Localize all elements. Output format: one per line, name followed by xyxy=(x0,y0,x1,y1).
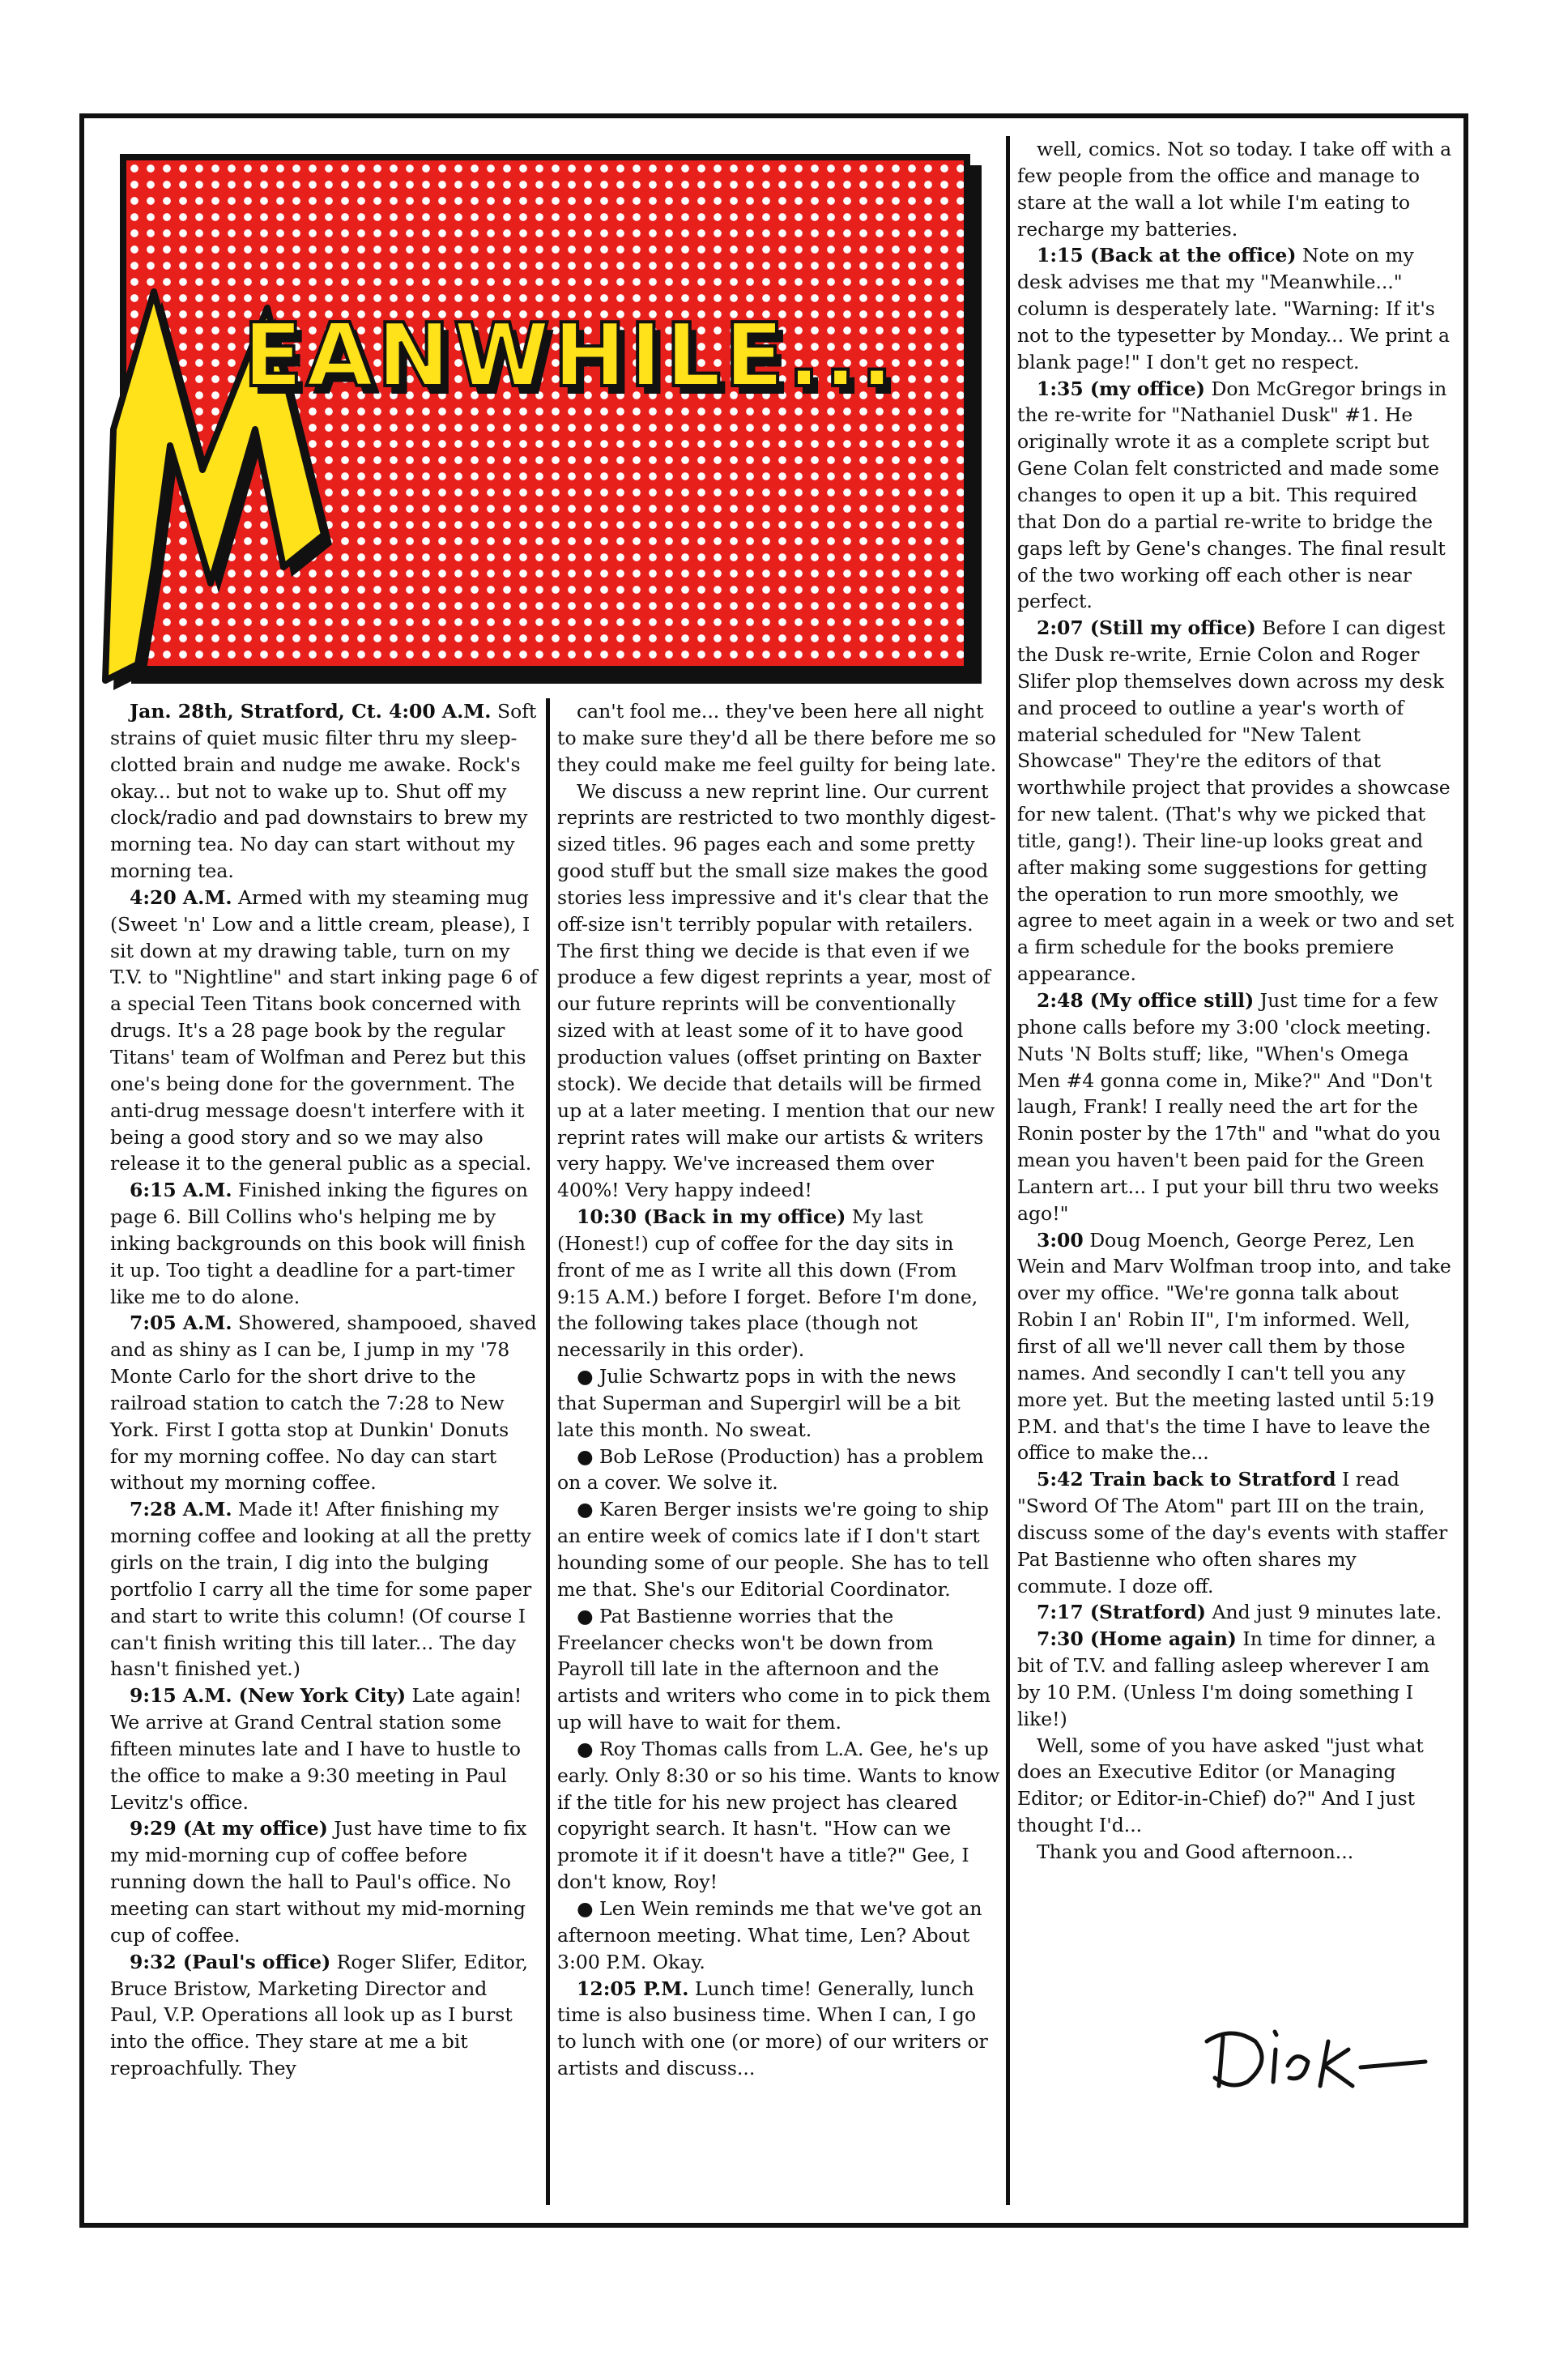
time-heading: 10:30 (Back in my office) xyxy=(577,1205,846,1229)
paragraph xyxy=(110,885,539,1177)
time-heading: 9:32 (Paul's office) xyxy=(130,1950,331,1973)
time-heading: Jan. 28th, Stratford, Ct. 4:00 A.M. xyxy=(130,700,492,723)
paragraph-text: Just time for a few phone calls before my 3:00 'clock meeting. Nuts 'N Bolts stuff; like, "When's Omega Men #4 gonna come in, Mike?" And "Don't laugh, Frank! I really need the art for the Ronin poster by the 17th" and "what do you mean you haven't been paid for the Green Lantern art... I put your bill thru two weeks ago!" xyxy=(1017,989,1441,1225)
paragraph xyxy=(1017,242,1455,375)
paragraph xyxy=(1017,1733,1455,1839)
time-heading: 2:48 (My office still) xyxy=(1037,989,1255,1012)
column-2 xyxy=(557,698,1001,2082)
time-heading: 7:28 A.M. xyxy=(130,1498,232,1521)
paragraph xyxy=(110,1496,539,1683)
paragraph-text: Note on my desk advises me that my "Meanwhile..." column is desperately late. "Warning: If it's not to the typesetter by Monday... We print a blank page!" I don't get no respect. xyxy=(1017,244,1451,373)
time-heading: 9:29 (At my office) xyxy=(130,1817,328,1840)
time-heading: 7:05 A.M. xyxy=(130,1312,232,1335)
paragraph xyxy=(1017,1626,1455,1732)
time-heading: 6:15 A.M. xyxy=(130,1179,232,1202)
paragraph xyxy=(110,698,539,885)
paragraph xyxy=(1017,1599,1455,1626)
paragraph-text: Late again! We arrive at Grand Central station some fifteen minutes late and I have to hustle to the office to make a 9:30 meeting in Paul Levitz's office. xyxy=(110,1684,522,1814)
paragraph xyxy=(110,1177,539,1310)
paragraph-text: And just 9 minutes late. xyxy=(1206,1601,1442,1624)
column-divider-2 xyxy=(1006,136,1010,2205)
paragraph xyxy=(1017,376,1455,616)
paragraph-text: My last (Honest!) cup of coffee for the day sits in front of me as I write all this down (From 9:15 A.M.) before I forget. Before I'm done, the following takes place (though not necessarily in this order). xyxy=(557,1205,978,1362)
paragraph-text: well, comics. Not so today. I take off with a few people from the office and manage to stare at the wall a lot while I'm eating to recharge my batteries. xyxy=(1017,138,1452,241)
time-heading: 4:20 A.M. xyxy=(130,885,232,909)
paragraph-text: ● Bob LeRose (Production) has a problem on a cover. We solve it. xyxy=(557,1444,984,1495)
paragraph-text: We discuss a new reprint line. Our current reprints are restricted to two monthly digest-sized titles. 96 pages each and some pretty good stuff but the small size makes the good stories less impressive and it's clear that the off-size isn't terribly popular with retailers. The first thing we decide is that even if we produce a few digest reprints a year, most of our future reprints will be conventionally sized with at least some of it to have good production values (offset printing on Baxter stock). We decide that details will be firmed up at a later meeting. I mention that our new reprint rates will make our artists & writers very happy. We've increased them over 400%! Very happy indeed! xyxy=(557,779,996,1202)
time-heading: 3:00 xyxy=(1037,1228,1084,1252)
paragraph xyxy=(1017,1839,1455,1866)
paragraph xyxy=(557,1204,1001,1363)
paragraph-text: Made it! After finishing my morning coffee and looking at all the pretty girls on the train, I dig into the bulging portfolio I carry all the time for some paper and start to write this column! (Of course I can't finish writing this till later... The day hasn't finished yet.) xyxy=(110,1498,532,1681)
paragraph xyxy=(110,1815,539,1948)
paragraph xyxy=(1017,615,1455,987)
time-heading: 7:17 (Stratford) xyxy=(1037,1601,1207,1624)
time-heading: 1:15 (Back at the office) xyxy=(1037,244,1297,267)
paragraph xyxy=(557,1496,1001,1602)
time-heading: 9:15 A.M. (New York City) xyxy=(130,1684,407,1708)
paragraph xyxy=(557,1896,1001,1976)
paragraph-text: Finished inking the figures on page 6. Bill Collins who's helping me by inking backgrounds on this book will finish it up. Too tight a deadline for a part-timer like me to do alone. xyxy=(110,1179,528,1308)
paragraph xyxy=(1017,1466,1455,1599)
paragraph-text: I read "Sword Of The Atom" part III on the train, discuss some of the day's events with staffer Pat Bastienne who often shares my commute. I doze off. xyxy=(1017,1468,1448,1597)
paragraph xyxy=(557,1603,1001,1736)
paragraph-text: Thank you and Good afternoon... xyxy=(1037,1840,1354,1863)
paragraph-text: ● Len Wein reminds me that we've got an afternoon meeting. What time, Len? About 3:00 P.M. Okay. xyxy=(557,1896,982,1973)
paragraph xyxy=(557,1976,1001,2082)
paragraph xyxy=(1017,1227,1455,1467)
paragraph-text: Don McGregor brings in the re-write for "Nathaniel Dusk" #1. He originally wrote it as a complete script but Gene Colan felt constricted and made some changes to open it up a bit. This required that Don do a partial re-write to bridge the gaps left by Gene's changes. The final result of the two working off each other is near perfect. xyxy=(1017,377,1447,613)
time-heading: 1:35 (my office) xyxy=(1037,377,1206,400)
time-heading: 12:05 P.M. xyxy=(577,1977,689,2000)
paragraph-text: ● Roy Thomas calls from L.A. Gee, he's up early. Only 8:30 or so his time. Wants to know if the title for his new project has cleared copyright search. It hasn't. "How can we promote it if it doesn't have a title?" Gee, I don't know, Roy! xyxy=(557,1737,1000,1894)
paragraph-text: Roger Slifer, Editor, Bruce Bristow, Marketing Director and Paul, V.P. Operations all look up as I burst into the office. They stare at me a bit reproachfully. They xyxy=(110,1950,528,2080)
paragraph xyxy=(557,778,1001,1205)
paragraph-text: Doug Moench, George Perez, Len Wein and Marv Wolfman troop into, and take over my office. "We're gonna talk about Robin I an' Robin II", I'm informed. Well, first of all we'll never call them by those names. And secondly I can't tell you any more yet. But the meeting lasted until 5:19 P.M. and that's the time I have to leave the office to make the... xyxy=(1017,1228,1451,1465)
paragraph xyxy=(1017,136,1455,242)
paragraph xyxy=(110,1949,539,2082)
banner-title: EANWHILE... xyxy=(243,305,897,407)
time-heading: 7:30 (Home again) xyxy=(1037,1627,1237,1651)
paragraph-text: Showered, shampooed, shaved and as shiny as I can be, I jump in my '78 Monte Carlo for the short drive to the railroad station to catch the 7:28 to New York. First I gotta stop at Dunkin' Donuts for my morning coffee. No day can start without my morning coffee. xyxy=(110,1312,537,1495)
paragraph xyxy=(557,1444,1001,1497)
paragraph-text: Before I can digest the Dusk re-write, Ernie Colon and Roger Slifer plop themselves down across my desk and proceed to outline a year's worth of material scheduled for "New Talent Showcase" They're the editors of that worthwhile project that provides a showcase for new talent. (That's why we picked that title, gang!). Their line-up looks great and after making some suggestions for getting the operation to run more smoothly, we agree to meet again in a week or two and set a firm schedule for the books premiere appearance. xyxy=(1017,616,1455,986)
column-1 xyxy=(110,698,539,2082)
column-3 xyxy=(1017,136,1455,1866)
time-heading: 5:42 Train back to Stratford xyxy=(1037,1468,1336,1491)
time-heading: 2:07 (Still my office) xyxy=(1037,616,1256,640)
paragraph-text: ● Karen Berger insists we're going to ship an entire week of comics late if I don't start hounding some of our people. She has to tell me that. She's our Editorial Coordinator. xyxy=(557,1498,990,1601)
signature xyxy=(1199,2017,1434,2098)
paragraph xyxy=(110,1310,539,1496)
paragraph-text: Well, some of you have asked "just what does an Executive Editor (or Managing Editor; or Editor-in-Chief) do?" And I just thought I'd... xyxy=(1017,1734,1424,1837)
paragraph xyxy=(110,1683,539,1815)
paragraph-text: can't fool me... they've been here all night to make sure they'd all be there before me so they could make me feel guilty for being late. xyxy=(557,700,997,776)
paragraph xyxy=(557,1363,1001,1444)
paragraph-text: In time for dinner, a bit of T.V. and falling asleep wherever I am by 10 P.M. (Unless I'm doing something I like!) xyxy=(1017,1627,1436,1730)
paragraph xyxy=(1017,987,1455,1227)
paragraph-text: Lunch time! Generally, lunch time is also business time. When I can, I go to lunch with one (or more) of our writers or artists and discuss... xyxy=(557,1977,988,2080)
paragraph xyxy=(557,698,1001,778)
paragraph-text: ● Julie Schwartz pops in with the news that Superman and Supergirl will be a bit late this month. No sweat. xyxy=(557,1365,961,1441)
paragraph-text: Armed with my steaming mug (Sweet 'n' Low and a little cream, please), I sit down at my drawing table, turn on my T.V. to "Nightline" and start inking page 6 of a special Teen Titans book concerned with drugs. It's a 28 page book by the regular Titans' team of Wolfman and Perez but this one's being done for the government. The anti-drug message doesn't interfere with it being a good story and so we may also release it to the general public as a special. xyxy=(110,885,538,1175)
paragraph-text: Soft strains of quiet music filter thru my sleep-clotted brain and nudge me awake. Rock's okay... but not to wake up to. Shut off my clock/radio and pad downstairs to brew my morning tea. No day can start without my morning tea. xyxy=(110,700,537,883)
paragraph xyxy=(557,1736,1001,1896)
paragraph-text: ● Pat Bastienne worries that the Freelancer checks won't be down from Payroll till late in the afternoon and the artists and writers who come in to pick them up will have to wait for them. xyxy=(557,1604,991,1734)
paragraph-text: Just have time to fix my mid-morning cup of coffee before running down the hall to Paul's office. No meeting can start without my mid-morning cup of coffee. xyxy=(110,1817,527,1947)
column-divider-1 xyxy=(546,698,550,2205)
